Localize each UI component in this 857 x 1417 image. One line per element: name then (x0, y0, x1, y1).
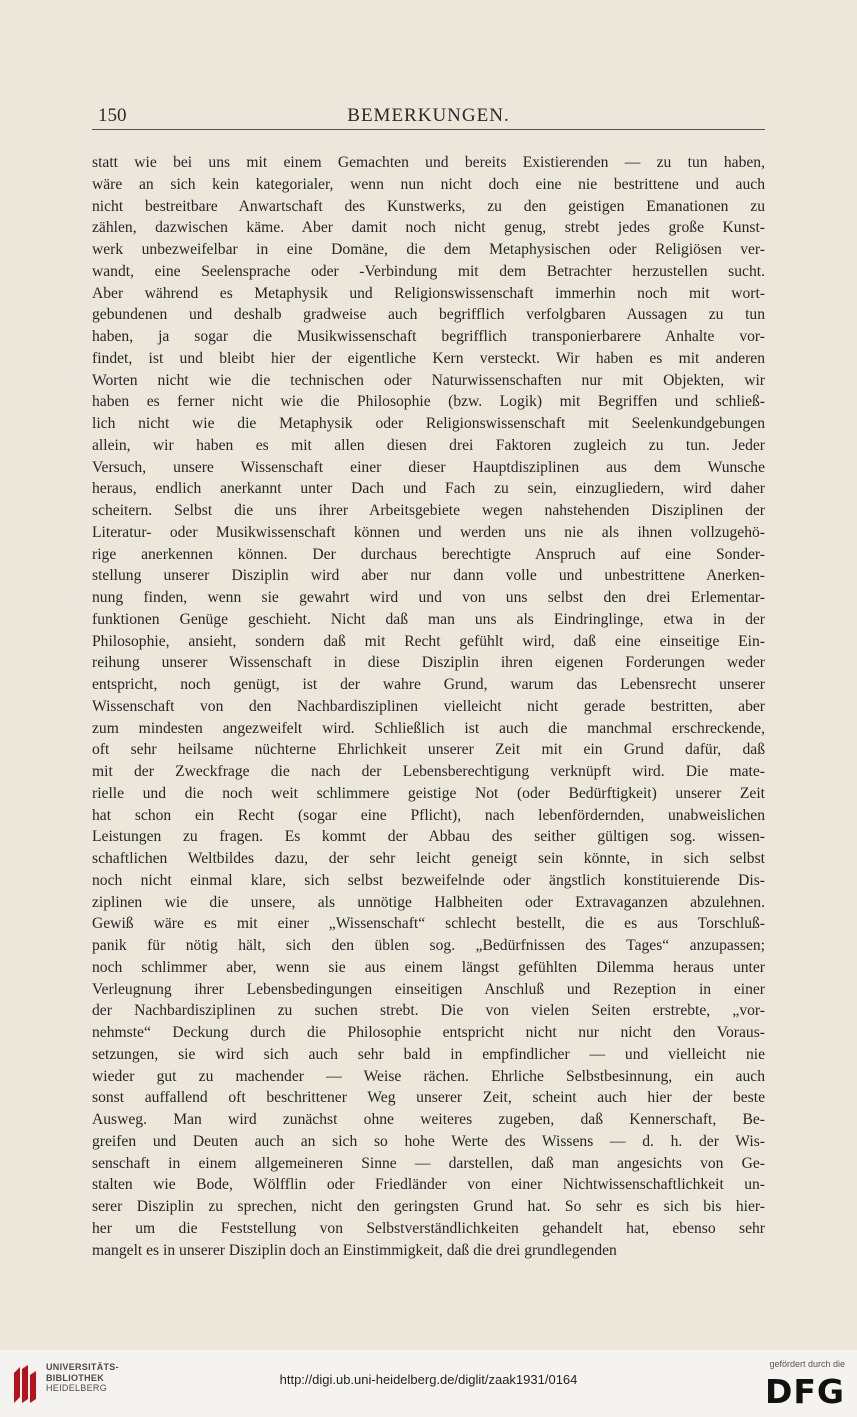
body-text (92, 152, 765, 1261)
text-line: Worten nicht wie die technischen oder Naturwissenschaften nur mit Objekten, wir (92, 371, 765, 389)
text-line: mit der Zweckfrage die nach der Lebensberechtigung verknüpft wird. Die mate- (92, 763, 765, 780)
text-line: rielle und die noch weit schlimmere geistige Not (oder Bedürftigkeit) unserer Zeit (92, 784, 765, 802)
text-line: werk unbezweifelbar in eine Domäne, die dem Metaphysischen oder Religiösen ver- (92, 241, 765, 258)
text-line: nehmste“ Deckung durch die Philosophie entspricht nicht nur nicht den Voraus- (92, 1024, 765, 1041)
text-line: allein, wir haben es mit allen diesen drei Faktoren zugleich zu tun. Jeder (92, 436, 765, 454)
text-line: heraus, endlich anerkannt unter Dach und Fach zu sein, einzugliedern, wird daher (92, 480, 765, 498)
text-line: senschaft in einem allgemeineren Sinne — darstellen, daß man angesichts von Ge- (92, 1154, 765, 1172)
text-line: scheitern. Selbst die uns ihrer Arbeitsgebiete wegen nahstehenden Disziplinen der (92, 502, 765, 519)
running-head-title: BEMERKUNGEN. (347, 105, 510, 126)
text-line: greifen und Deuten auch an sich so hohe Werte des Wissens — d. h. der Wis- (92, 1132, 765, 1150)
text-line: funktionen Genüge geschieht. Nicht daß man uns als Eindringlinge, etwa in der (92, 610, 765, 628)
library-name-line: UNIVERSITÄTS- (46, 1362, 119, 1372)
text-line: Gewiß wäre es mit einer „Wissenschaft“ schlecht bestellt, die es aus Torschluß- (92, 915, 765, 933)
text-line: gebundenen und deshalb gradweise auch begrifflich verfolgbaren Aussagen zu tun (92, 306, 765, 324)
text-line: oft sehr heilsame nüchterne Ehrlichkeit unserer Zeit mit ein Grund dafür, daß (92, 741, 765, 759)
text-line: sonst auffallend oft beschrittener Weg unserer Zeit, scheint auch hier der beste (92, 1089, 765, 1107)
text-line: rige anerkennen können. Der durchaus berechtigte Anspruch auf eine Sonder- (92, 545, 765, 563)
text-line: setzungen, sie wird sich auch sehr bald in empfindlicher — und vielleicht nie (92, 1045, 765, 1063)
running-head (92, 103, 765, 130)
text-line: mangelt es in unserer Disziplin doch an Einstimmigkeit, daß die drei grundlegenden (92, 1241, 617, 1259)
text-line: nicht bestreitbare Anwartschaft des Kunstwerks, zu den geistigen Emanationen zu (92, 197, 765, 215)
dfg-logo: DFG (764, 1372, 845, 1411)
text-line: Literatur- oder Musikwissenschaft können und werden uns nie als ihnen vollzugehö- (92, 523, 765, 541)
text-line: statt wie bei uns mit einem Gemachten und bereits Existierenden — zu tun haben, (92, 154, 765, 171)
text-line: reihung unserer Wissenschaft in diese Disziplin ihren eigenen Forderungen weder (92, 654, 765, 672)
text-line: entspricht, noch genügt, ist der wahre Grund, warum das Lebensrecht unserer (92, 676, 765, 693)
text-line: Aber während es Metaphysik und Religionswissenschaft immerhin noch mit wort- (92, 284, 765, 302)
library-name-line: HEIDELBERG (46, 1383, 108, 1393)
text-line: Ausweg. Man wird zunächst ohne weiteres zugeben, daß Kennerschaft, Be- (92, 1111, 765, 1128)
text-line: wäre an sich kein kategorialer, wenn nun nicht doch eine nie bestrittene und auch (92, 175, 765, 193)
text-line: wieder gut zu machender — Weise rächen. Ehrliche Selbstbesinnung, ein auch (92, 1067, 765, 1085)
text-line: zum mindesten angezweifelt wird. Schließlich ist auch die manchmal erschreckende, (92, 719, 765, 737)
text-line: haben es ferner nicht wie die Philosophie (bzw. Logik) mit Begriffen und schließ- (92, 393, 765, 411)
text-line: der Nachbardisziplinen zu suchen strebt. Die von vielen Seiten erstrebte, „vor- (92, 1002, 765, 1020)
text-line: wandt, eine Seelensprache oder -Verbindung mit dem Betrachter herzustellen sucht. (92, 262, 765, 280)
text-line: panik für nötig hält, sich den üblen sog. „Bedürfnissen des Tages“ anzupassen; (92, 937, 765, 954)
text-line: stellung unserer Disziplin wird aber nur dann volle und unbestrittene Anerken- (92, 567, 765, 585)
text-line: findet, ist und bleibt hier der eigentliche Kern versteckt. Wir haben es mit anderen (92, 349, 765, 367)
text-line: noch schlimmer aber, wenn sie aus einem längst gefühlten Dilemma heraus unter (92, 958, 765, 976)
text-line: Wissenschaft von den Nachbardisziplinen vielleicht nicht gerade bestritten, aber (92, 697, 765, 715)
text-line: lich nicht wie die Metaphysik oder Religionswissenschaft mit Seelenkundgebungen (92, 415, 765, 432)
text-line: her um die Feststellung von Selbstverständlichkeiten gehandelt hat, ebenso sehr (92, 1219, 765, 1237)
text-line: schaftlichen Weltbildes dazu, der sehr leicht geneigt sein könnte, in sich selbst (92, 850, 765, 867)
text-line: ziplinen wie die unsere, als unnötige Halbheiten oder Extravaganzen abzulehnen. (92, 893, 765, 911)
permalink-url[interactable]: http://digi.ub.uni-heidelberg.de/diglit/zaak1931/0164 (279, 1372, 578, 1387)
text-line: Philosophie, ansieht, sondern daß mit Recht gefühlt wird, daß eine einseitige Ein- (92, 632, 765, 650)
text-line: Leistungen zu fragen. Es kommt der Abbau des seither gültigen sog. wissen- (92, 828, 765, 846)
text-line: hat schon ein Recht (sogar eine Pflicht), nach lebenfördernden, unabweislichen (92, 806, 765, 824)
text-line: zählen, dazwischen käme. Aber damit noch nicht genug, strebt jedes große Kunst- (92, 219, 765, 237)
funding-note: gefördert durch die (769, 1359, 845, 1369)
text-line: serer Disziplin zu sprechen, nicht den geringsten Grund hat. So sehr es sich bis hier- (92, 1198, 765, 1215)
text-line: noch nicht einmal klare, sich selbst bezweifelnde oder ängstlich konstituierende Dis- (92, 871, 765, 889)
text-line: Versuch, unsere Wissenschaft einer dieser Hauptdisziplinen aus dem Wunsche (92, 458, 765, 476)
text-line: stalten wie Bode, Wölfflin oder Friedländer von einer Nichtwissenschaftlichkeit un- (92, 1176, 765, 1194)
page-number: 150 (98, 105, 127, 126)
viewer-footer (0, 1350, 857, 1417)
library-name-line: BIBLIOTHEK (46, 1372, 104, 1383)
text-line: nung finden, wenn sie gewahrt wird und von uns selbst den drei Erlementar- (92, 589, 765, 606)
text-line: Verleugnung ihrer Lebensbedingungen einseitigen Anschluß und Rezeption in einer (92, 980, 765, 998)
text-line: haben, ja sogar die Musikwissenschaft begrifflich transponierbarere Anhalte vor- (92, 328, 765, 345)
